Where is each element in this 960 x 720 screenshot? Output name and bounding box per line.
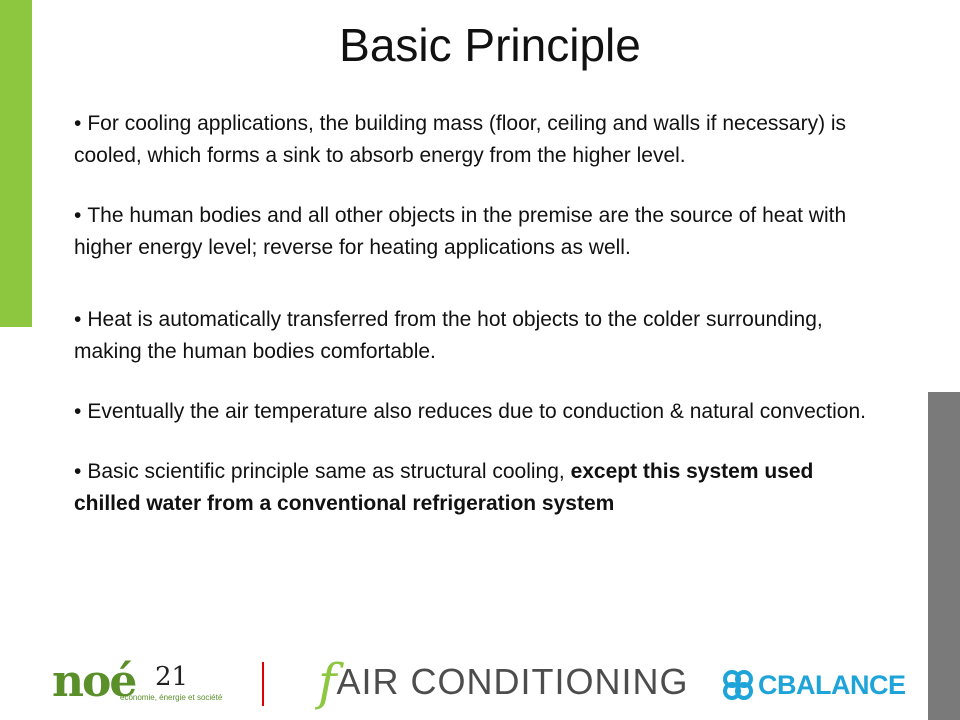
slide-title: Basic Principle xyxy=(339,19,641,71)
bullet-text: Heat is automatically transferred from the hot objects to the colder surrounding, making the human bodies comfortable. xyxy=(74,308,823,363)
bullet-dot: • xyxy=(74,460,82,483)
right-accent-bar xyxy=(928,392,960,720)
cbalance-knot-icon xyxy=(722,668,754,702)
bullet-text-bold: except this system used chilled water from a conventional refrigeration system xyxy=(74,460,814,515)
fair-conditioning-logo-f: f xyxy=(318,653,337,711)
cbalance-logo-text: CBALANCE xyxy=(758,670,906,700)
fair-conditioning-logo-text: AIR CONDITIONING xyxy=(336,661,689,702)
noe21-logo-number: 21 xyxy=(155,662,189,692)
footer-logos xyxy=(0,650,928,720)
bullet-item xyxy=(74,108,884,172)
fair-conditioning-logo xyxy=(318,654,689,710)
bullet-text: The human bodies and all other objects in the premise are the source of heat with higher energy level; reverse for heating applications as well. xyxy=(74,204,847,259)
noe21-logo-word: noé xyxy=(52,656,136,707)
bullet-dot: • xyxy=(74,112,82,135)
noe21-logo-tagline: économie, énergie et société xyxy=(120,693,223,702)
bullet-item xyxy=(74,304,884,368)
bullet-dot: • xyxy=(74,400,82,423)
noe21-logo xyxy=(52,656,223,708)
bullet-item-last xyxy=(74,456,884,520)
bullet-text: For cooling applications, the building mass (floor, ceiling and walls if necessary) is cooled, which forms a sink to absorb energy from the higher level. xyxy=(74,112,847,167)
bullet-list xyxy=(74,108,884,520)
bullet-text: Eventually the air temperature also reduces due to conduction & natural convection. xyxy=(87,400,866,423)
bullet-text-normal: Basic scientific principle same as structural cooling, xyxy=(87,460,571,483)
bullet-item xyxy=(74,200,884,264)
bullet-dot: • xyxy=(74,204,82,227)
bullet-item xyxy=(74,396,884,428)
bullet-dot: • xyxy=(74,308,82,331)
cbalance-logo xyxy=(722,668,906,704)
noe21-logo-divider xyxy=(262,662,264,706)
